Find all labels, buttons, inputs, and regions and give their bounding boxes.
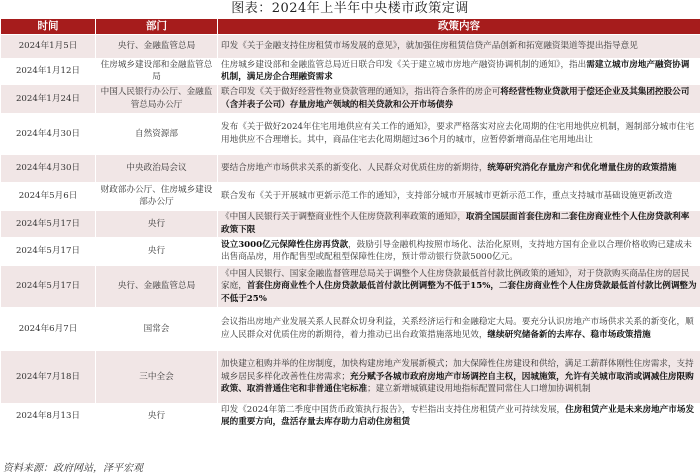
- row-dept: 住房城乡建设部和金融监管总局: [96, 59, 218, 85]
- table-row: [1, 35, 700, 59]
- policy-table: [0, 18, 700, 430]
- row-date: 2024年4月30日: [1, 154, 96, 182]
- table-row: [1, 182, 700, 210]
- row-dept: 三中全会: [96, 350, 218, 403]
- table-row: [1, 265, 700, 307]
- row-content: [218, 307, 700, 350]
- content-text: 加快建立租购并举的住房制度，加快构建房地产发展新模式；加大保障性住房建设和供给，满足工薪群体刚性住房需求，支持城乡居民多样化改善性住房需求；: [221, 359, 694, 382]
- table-row: [1, 113, 700, 154]
- row-dept: 自然资源部: [96, 113, 218, 154]
- row-content: [218, 182, 700, 210]
- content-text: 印发《关于金融支持住房租赁市场发展的意见》，就加强住房租赁信贷产品创新和拓宽融资渠道等提出指导意见: [221, 41, 638, 52]
- content-text: 《中国人民银行关于调整商业性个人住房贷款利率政策的通知》，: [221, 212, 466, 223]
- row-content: [218, 403, 700, 429]
- row-dept: 中央政治局会议: [96, 154, 218, 182]
- row-date: 2024年5月17日: [1, 265, 96, 307]
- table-row: [1, 154, 700, 182]
- row-content: [218, 265, 700, 307]
- content-emphasis: 首套住房商业性个人住房贷款最低首付款比例调整为不低于15%，二套住房商业性个人住房贷款最低首付款比例调整为不低于25%: [221, 281, 697, 304]
- table-header-row: [1, 19, 700, 35]
- content-emphasis: 统筹研究消化存量房产和优化增量住房的政策措施: [487, 163, 677, 174]
- content-text: 住房城乡建设部和金融监管总局近日联合印发《关于建立城市房地产融资协调机制的通知》，指出: [221, 60, 587, 70]
- row-date: 2024年4月30日: [1, 113, 96, 154]
- row-dept: 央行、金融监管总局: [96, 35, 218, 59]
- content-tail: ，鼓励引导金融机构按照市场化、法治化原则，支持地方国有企业以合理价格收购已建成未出售商品房，用作配售型或配租型保障性住房，预计带动银行贷款5000亿元。: [221, 239, 692, 263]
- row-content: [218, 59, 700, 85]
- header-date: 时间: [1, 19, 96, 35]
- content-emphasis: 将经营性物业贷款用于偿还企业及其集团控股公司（含并表子公司）存量房地产领域的相关贷款和公开市场债券: [221, 87, 690, 110]
- row-content: [218, 113, 700, 154]
- row-content: [218, 237, 700, 265]
- row-dept: 央行、金融监管总局: [96, 265, 218, 307]
- content-text: 联合印发《关于做好经营性物业贷款管理的通知》，指出符合条件的房企可: [221, 87, 501, 98]
- table-row: [1, 403, 700, 429]
- content-text: 会议指出房地产业发展关系人民群众切身利益，关系经济运行和金融稳定大局。要充分认识房地产市场供求关系的新变化，顺应人民群众对优质住房的新期待，着力推动已出台政策措施落地见效，: [221, 317, 694, 340]
- row-dept: 国常会: [96, 307, 218, 350]
- source-note: 资料来源：政府网站，泽平宏观: [3, 463, 143, 474]
- header-dept: 部门: [96, 19, 218, 35]
- content-emphasis: 取消全国层面首套住房和二套住房商业性个人住房贷款利率政策下限: [221, 212, 690, 235]
- row-dept: 中国人民银行办公厅、金融监管总局办公厅: [96, 84, 218, 113]
- row-date: 2024年5月17日: [1, 237, 96, 265]
- row-content: [218, 350, 700, 403]
- row-content: [218, 154, 700, 182]
- table-row: [1, 237, 700, 265]
- content-tail: ；建立新增城镇建设用地指标配置同常住人口增加协调机制: [367, 384, 591, 395]
- content-emphasis: 继续研究储备新的去库存、稳市场政策措施: [487, 329, 651, 340]
- row-dept: 财政部办公厅、住房城乡建设部办公厅: [96, 182, 218, 210]
- table-row: [1, 350, 700, 403]
- row-content: [218, 210, 700, 237]
- table-row: [1, 307, 700, 350]
- row-date: 2024年5月17日: [1, 210, 96, 237]
- table-row: [1, 59, 700, 85]
- content-text: 《中国人民银行、国家金融监督管理总局关于调整个人住房贷款最低首付款比例政策的通知》，对于贷款购买商品住房的居民家庭，: [221, 268, 690, 292]
- row-content: [218, 84, 700, 113]
- content-emphasis: 住房租赁产业是未来房地产市场发展的重要方向，盘活存量去库存助力启动住房租赁: [221, 404, 695, 428]
- content-text: 联合发布《关于开展城市更新示范工作的通知》，支持部分城市开展城市更新示范工作，重点支持城市基础设施更新改造: [221, 191, 673, 202]
- content-text: 印发《2024年第二季度中国货币政策执行报告》，专栏指出支持住房租赁产业可持续发展，: [221, 404, 566, 415]
- table-row: [1, 210, 700, 237]
- row-date: 2024年1月5日: [1, 35, 96, 59]
- content-emphasis: 充分赋予各城市政府房地产市场调控自主权，因城施策，允许有关城市取消或调减住房限购政策、取消普通住宅和非普通住宅标准: [221, 371, 694, 395]
- row-date: 2024年6月7日: [1, 307, 96, 350]
- row-date: 2024年1月24日: [1, 84, 96, 113]
- content-text: 要结合房地产市场供求关系的新变化、人民群众对优质住房的新期待，: [221, 163, 488, 174]
- row-dept: 央行: [96, 210, 218, 237]
- row-dept: 央行: [96, 403, 218, 429]
- table-row: [1, 84, 700, 113]
- content-emphasis: 需建立城市房地产融资协调机制，满足房企合理融资需求: [221, 60, 690, 83]
- row-date: 2024年1月12日: [1, 59, 96, 85]
- row-dept: 央行: [96, 237, 218, 265]
- content-text: 发布《关于做好2024年住宅用地供应有关工作的通知》，要求严格落实对应去化周期的住宅用地供应机制，遏制部分城市住宅用地供应不合理增长。其中，商品住宅去化周期超过36个月的城市，应暂停新增商品住宅用地出让: [221, 122, 695, 145]
- row-content: [218, 35, 700, 59]
- content-emphasis: 设立3000亿元保障性住房再贷款: [221, 239, 349, 250]
- chart-title: 图表：2024年上半年中央楼市政策定调: [231, 1, 469, 16]
- row-date: 2024年7月18日: [1, 350, 96, 403]
- row-date: 2024年8月13日: [1, 403, 96, 429]
- header-content: 政策内容: [218, 19, 700, 35]
- row-date: 2024年5月6日: [1, 182, 96, 210]
